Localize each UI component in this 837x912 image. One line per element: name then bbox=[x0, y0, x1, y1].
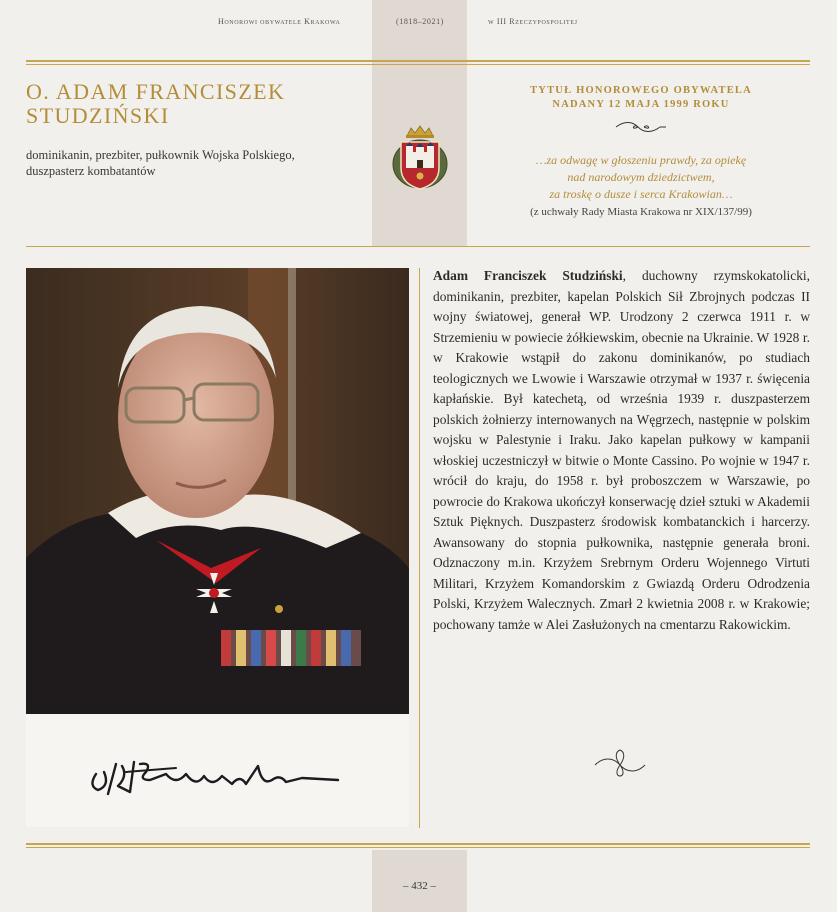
medal-ribbons bbox=[221, 630, 361, 666]
biography-body: , duchowny rzymskokatolicki, dominikanin, prezbiter, kapelan Polskich Sił Zbrojnych podczas II wojny światowej, generał WP. Urodzony 2 czerwca 1911 r. w Strzemieniu w powiecie żółkiewskim, obecnie na Ukrainie. W 1928 r. w Krakowie wstąpił do zakonu dominikanów, po studiach teologicznych we Lwowie i Warszawie otrzymał w 1937 r. święcenia kapłańskie. Był katechetą, od września 1939 r. duszpasterzem polskich żołnierzy internowanych na Węgrzech, następnie w polskim wojsku w Palestynie i Iraku. Jako kapelan pułkowy w kampanii włoskiej uczestniczył w bitwie o Monte Cassino. Po wojnie w 1947 r. wrócił do kraju, do 1958 r. był proboszczem w Warszawie, po powrocie do Krakowa ukończył konserwację dzieł sztuki w Akademii Sztuk Pięknych. Duszpasterz środowisk kombatanckich i harcerzy. Awansowany do stopnia pułkownika, następnie generała broni. Odznaczony m.in. Krzyżem Srebrnym Orderu Wojennego Virtuti Militari, Krzyżem Komandorskim z Gwiazdą Orderu Odrodzenia Polski, Krzyżem Walecznych. Zmarł 2 kwietnia 2008 r. w Krakowie; pochowany tamże w Alei Zasłużonych na cmentarzu Rakowickim. bbox=[433, 268, 810, 632]
running-head-center: (1818–2021) bbox=[396, 17, 444, 26]
biography-text bbox=[433, 266, 810, 635]
person-name-line1: O. ADAM FRANCISZEK bbox=[26, 79, 286, 104]
honor-quote-line2: nad narodowym dziedzictwem, bbox=[567, 170, 715, 184]
honor-source: (z uchwały Rady Miasta Krakowa nr XIX/137/99) bbox=[530, 206, 752, 218]
bottom-gold-rule bbox=[26, 843, 810, 845]
honor-title-line1: TYTUŁ HONOROWEGO OBYWATELA bbox=[530, 85, 752, 96]
top-gold-rule-thin bbox=[26, 64, 810, 65]
flourish-ornament-icon bbox=[614, 120, 668, 134]
person-name bbox=[26, 80, 285, 128]
portrait-image bbox=[26, 268, 409, 714]
honor-title-line2: NADANY 12 MAJA 1999 ROKU bbox=[552, 99, 730, 110]
running-head-right: w III Rzeczypospolitej bbox=[488, 17, 578, 26]
section-divider bbox=[26, 246, 810, 247]
signature-box bbox=[26, 714, 409, 827]
signature bbox=[26, 714, 409, 827]
biography-lead: Adam Franciszek Studziński bbox=[433, 268, 623, 283]
column-divider bbox=[419, 268, 420, 828]
running-head-left: Honorowi obywatele Krakowa bbox=[218, 17, 341, 26]
person-roles-line2: duszpasterz kombatantów bbox=[26, 164, 156, 178]
person-roles bbox=[26, 147, 346, 179]
portrait-photo bbox=[26, 268, 409, 714]
person-name-line2: STUDZIŃSKI bbox=[26, 103, 170, 128]
person-roles-line1: dominikanin, prezbiter, pułkownik Wojska Polskiego, bbox=[26, 148, 295, 162]
flourish-ornament-icon bbox=[593, 748, 647, 778]
honor-title-block bbox=[496, 84, 786, 220]
honor-quote bbox=[496, 152, 786, 203]
bottom-gold-rule-thin bbox=[26, 847, 810, 848]
honor-quote-line3: za troskę o dusze i serca Krakowian… bbox=[549, 187, 733, 201]
krakow-coat-of-arms-icon bbox=[389, 122, 451, 192]
top-gold-rule bbox=[26, 60, 810, 62]
honor-quote-line1: …za odwagę w głoszeniu prawdy, za opiekę bbox=[535, 153, 747, 167]
page-number: – 432 – bbox=[403, 880, 436, 892]
